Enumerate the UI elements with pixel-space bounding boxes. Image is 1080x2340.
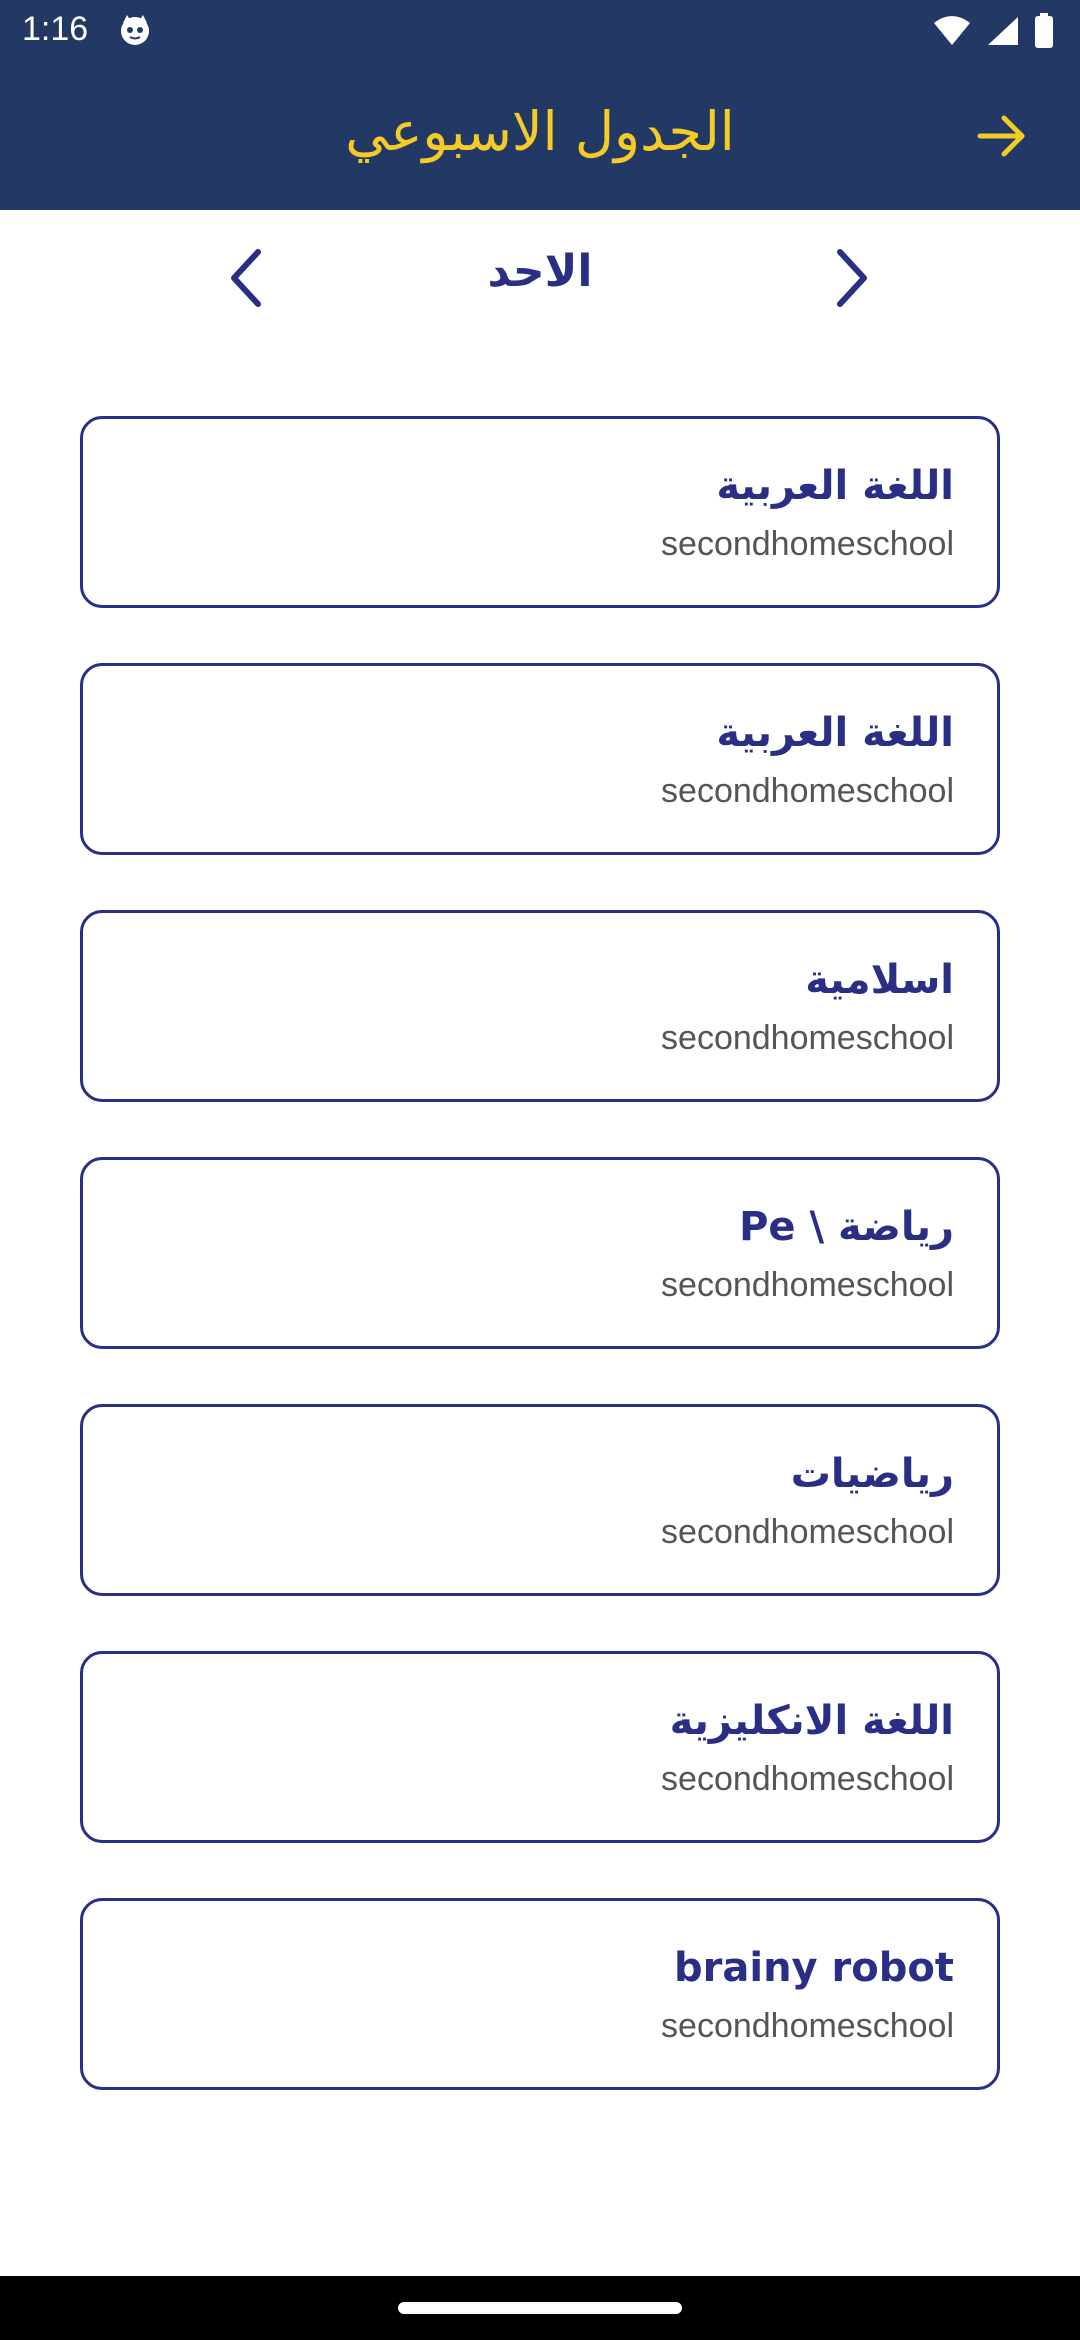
wifi-icon [932, 15, 972, 47]
lesson-card[interactable] [80, 910, 1000, 1102]
lesson-school: secondhomeschool [661, 525, 954, 563]
cell-signal-icon [986, 15, 1020, 47]
lesson-school: secondhomeschool [661, 1266, 954, 1304]
status-time: 1:16 [22, 10, 89, 48]
page-title: الجدول الاسبوعي [345, 100, 735, 163]
lesson-subject: رياضيات [790, 1451, 954, 1497]
app-bar [0, 62, 1080, 210]
home-gesture-handle[interactable] [398, 2302, 682, 2314]
lesson-school: secondhomeschool [661, 1019, 954, 1057]
lesson-card[interactable] [80, 1404, 1000, 1596]
lesson-card[interactable] [80, 416, 1000, 608]
lesson-subject: brainy robot [674, 1945, 954, 1991]
lesson-card[interactable] [80, 1157, 1000, 1349]
lesson-school: secondhomeschool [661, 1513, 954, 1551]
lesson-school: secondhomeschool [661, 772, 954, 810]
lesson-school: secondhomeschool [661, 2007, 954, 2045]
status-bar [0, 0, 1080, 62]
lesson-school: secondhomeschool [661, 1760, 954, 1798]
cat-face-icon [118, 13, 152, 47]
arrow-right-icon[interactable] [974, 108, 1030, 164]
status-icons [932, 12, 1054, 50]
lesson-subject: اسلامية [805, 957, 954, 1003]
day-navigator [0, 210, 1080, 340]
lesson-subject: اللغة العربية [716, 463, 954, 509]
lesson-list [80, 416, 1000, 2145]
system-nav-bar [0, 2276, 1080, 2340]
day-label: الاحد [487, 246, 593, 297]
battery-icon [1034, 13, 1054, 49]
lesson-card[interactable] [80, 663, 1000, 855]
lesson-subject: اللغة الانكليزية [669, 1698, 954, 1744]
lesson-card[interactable] [80, 1651, 1000, 1843]
lesson-subject: اللغة العربية [716, 710, 954, 756]
lesson-subject: رياضة \ Pe [739, 1204, 954, 1250]
chevron-right-icon[interactable] [822, 246, 878, 310]
lesson-card[interactable] [80, 1898, 1000, 2090]
